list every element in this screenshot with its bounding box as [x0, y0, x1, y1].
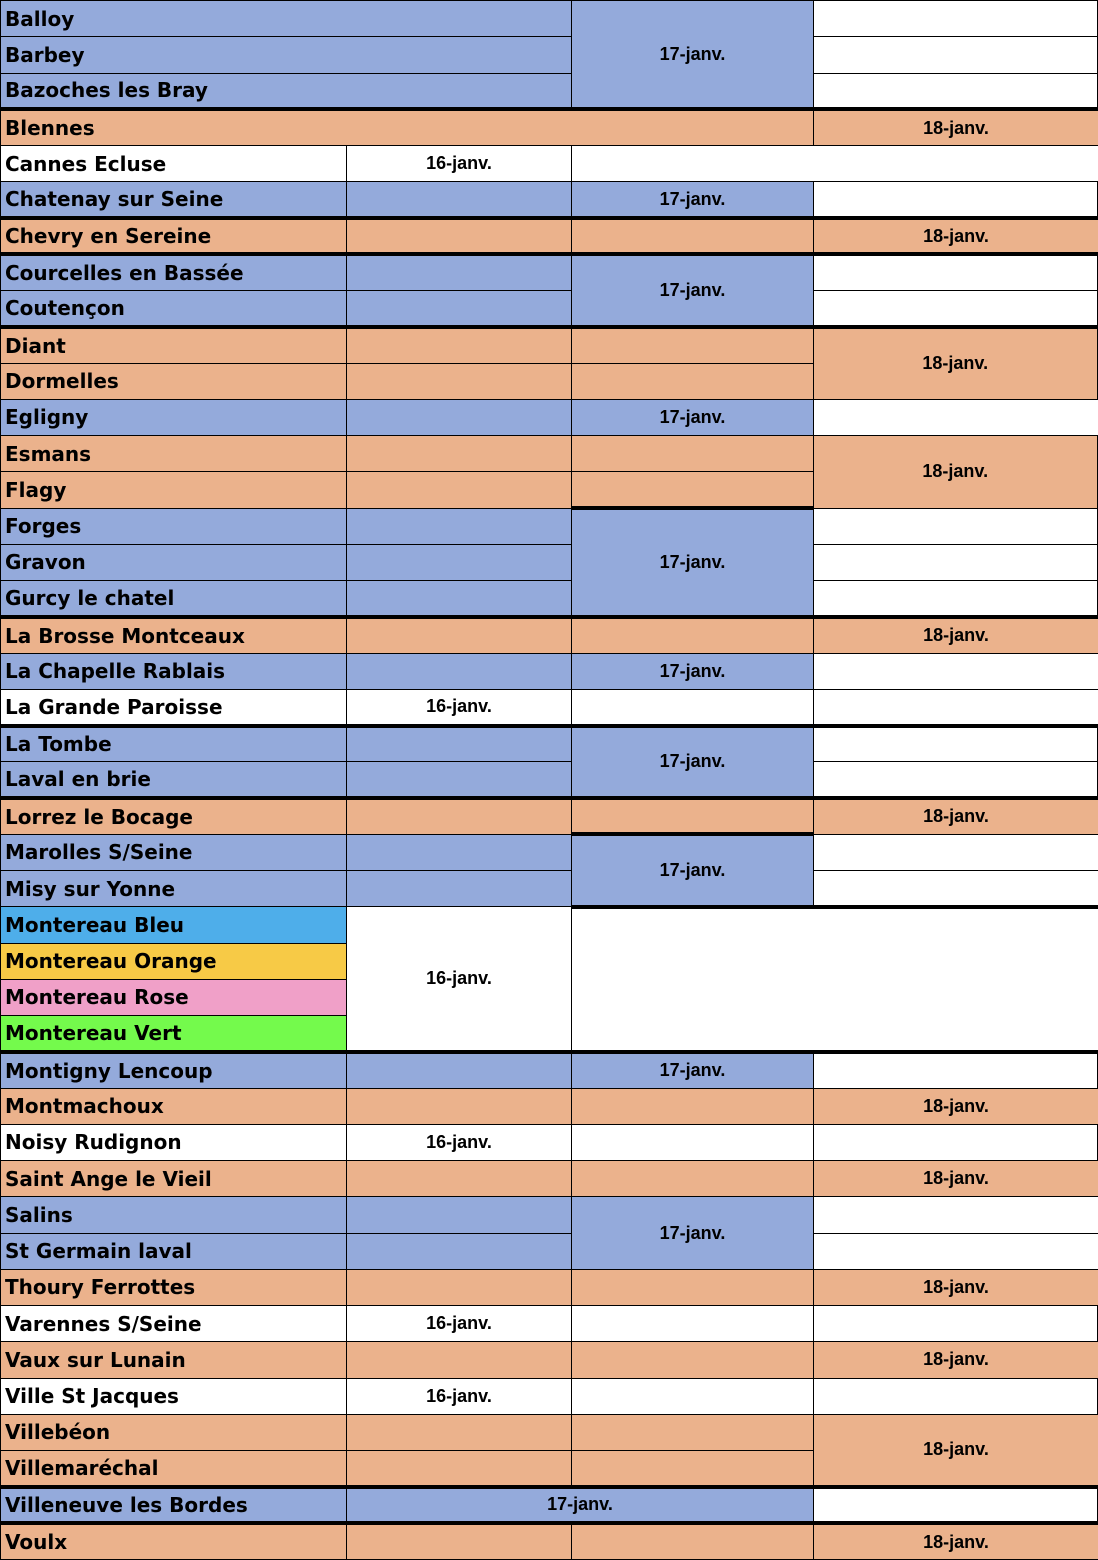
commune-name[interactable]: Coutençon: [1, 291, 347, 327]
date-cell[interactable]: [347, 871, 572, 907]
table-row: [1, 1197, 1098, 1233]
date-cell[interactable]: [347, 218, 572, 254]
commune-name[interactable]: La Tombe: [1, 726, 347, 762]
commune-name[interactable]: La Brosse Montceaux: [1, 617, 347, 653]
table-row: [1, 762, 1098, 798]
commune-name[interactable]: Montmachoux: [1, 1088, 347, 1124]
commune-name[interactable]: Montereau Rose: [1, 979, 347, 1015]
table-row: [1, 73, 1098, 109]
commune-name[interactable]: Villebéon: [1, 1414, 347, 1450]
date-cell[interactable]: [572, 218, 814, 254]
table-row: [1, 1306, 1098, 1342]
date-cell[interactable]: 18-janv.: [814, 1414, 1098, 1487]
date-cell[interactable]: 17-janv.: [572, 1197, 814, 1270]
date-cell[interactable]: [572, 436, 814, 472]
commune-name[interactable]: Montereau Vert: [1, 1016, 347, 1052]
date-cell[interactable]: [347, 762, 572, 798]
date-cell[interactable]: [572, 146, 1098, 182]
date-cell[interactable]: [814, 1052, 1098, 1088]
date-cell[interactable]: [347, 508, 572, 544]
table-row: [1, 218, 1098, 254]
date-cell[interactable]: 18-janv.: [814, 109, 1098, 145]
table-row: [1, 37, 1098, 73]
date-cell[interactable]: [347, 436, 572, 472]
table-row: [1, 436, 1098, 472]
commune-name[interactable]: Balloy: [1, 1, 572, 37]
date-cell[interactable]: [347, 1197, 572, 1233]
date-cell[interactable]: [814, 581, 1098, 617]
date-cell[interactable]: [572, 1451, 814, 1487]
table-row: [1, 1161, 1098, 1197]
date-cell[interactable]: 18-janv.: [814, 218, 1098, 254]
date-cell[interactable]: [347, 1088, 572, 1124]
commune-name[interactable]: Ville St Jacques: [1, 1378, 347, 1414]
date-cell[interactable]: [347, 726, 572, 762]
table-row: [1, 1342, 1098, 1378]
date-cell[interactable]: [347, 617, 572, 653]
commune-name[interactable]: Egligny: [1, 399, 347, 435]
date-cell[interactable]: [572, 1378, 814, 1414]
date-cell[interactable]: 16-janv.: [347, 146, 572, 182]
commune-name[interactable]: Salins: [1, 1197, 347, 1233]
date-cell[interactable]: [347, 1414, 572, 1450]
date-cell[interactable]: 18-janv.: [814, 1161, 1098, 1197]
date-cell[interactable]: [347, 1269, 572, 1305]
date-cell[interactable]: [814, 1378, 1098, 1414]
date-cell[interactable]: [814, 1124, 1098, 1160]
date-cell[interactable]: [347, 1523, 572, 1560]
date-cell[interactable]: [814, 254, 1098, 290]
date-cell[interactable]: [347, 327, 572, 363]
commune-name[interactable]: La Grande Paroisse: [1, 689, 347, 725]
date-cell[interactable]: [814, 1487, 1098, 1523]
date-cell[interactable]: [814, 726, 1098, 762]
table-row: [1, 1414, 1098, 1450]
commune-name[interactable]: Gurcy le chatel: [1, 581, 347, 617]
commune-name[interactable]: Vaux sur Lunain: [1, 1342, 347, 1378]
table-row: [1, 327, 1098, 363]
date-cell[interactable]: 17-janv.: [572, 508, 814, 617]
table-row: [1, 399, 1098, 435]
date-cell[interactable]: 16-janv.: [347, 1124, 572, 1160]
date-cell[interactable]: 17-janv.: [572, 1052, 814, 1088]
commune-name[interactable]: Chatenay sur Seine: [1, 182, 347, 218]
commune-name[interactable]: Cannes Ecluse: [1, 146, 347, 182]
date-cell[interactable]: 18-janv.: [814, 1523, 1098, 1560]
table-row: [1, 1378, 1098, 1414]
date-cell[interactable]: [572, 1269, 814, 1305]
table-row: [1, 1052, 1098, 1088]
commune-name[interactable]: Barbey: [1, 37, 572, 73]
table-row: [1, 1, 1098, 37]
date-cell[interactable]: [572, 472, 814, 508]
date-cell[interactable]: [814, 1306, 1098, 1342]
date-cell[interactable]: 18-janv.: [814, 798, 1098, 834]
date-cell[interactable]: 18-janv.: [814, 436, 1098, 509]
table-row: [1, 907, 1098, 943]
table-row: [1, 653, 1098, 689]
commune-name[interactable]: Noisy Rudignon: [1, 1124, 347, 1160]
date-cell[interactable]: 18-janv.: [814, 1342, 1098, 1378]
commune-name[interactable]: Esmans: [1, 436, 347, 472]
commune-name[interactable]: Courcelles en Bassée: [1, 254, 347, 290]
date-cell[interactable]: 18-janv.: [814, 617, 1098, 653]
table-row: [1, 798, 1098, 834]
commune-name[interactable]: Flagy: [1, 472, 347, 508]
commune-name[interactable]: Voulx: [1, 1523, 347, 1560]
date-cell[interactable]: 17-janv.: [572, 182, 814, 218]
date-cell[interactable]: [572, 1161, 814, 1197]
commune-name[interactable]: St Germain laval: [1, 1233, 347, 1269]
table-row: [1, 544, 1098, 580]
date-cell[interactable]: [814, 871, 1098, 907]
commune-name[interactable]: Forges: [1, 508, 347, 544]
commune-name[interactable]: Blennes: [1, 109, 814, 145]
date-cell[interactable]: 16-janv.: [347, 1378, 572, 1414]
date-cell[interactable]: [572, 1124, 814, 1160]
date-cell[interactable]: [347, 1052, 572, 1088]
table-row: [1, 508, 1098, 544]
commune-name[interactable]: Thoury Ferrottes: [1, 1269, 347, 1305]
date-cell[interactable]: [347, 1161, 572, 1197]
date-cell[interactable]: 17-janv.: [572, 1, 814, 110]
commune-name[interactable]: Bazoches les Bray: [1, 73, 572, 109]
date-cell[interactable]: [347, 291, 572, 327]
date-cell[interactable]: 17-janv.: [572, 254, 814, 327]
table-row: [1, 109, 1098, 145]
table-row: [1, 834, 1098, 870]
commune-name[interactable]: Dormelles: [1, 363, 347, 399]
date-cell[interactable]: [814, 653, 1098, 689]
date-cell[interactable]: [347, 363, 572, 399]
commune-name[interactable]: Diant: [1, 327, 347, 363]
date-cell[interactable]: [347, 1233, 572, 1269]
commune-name[interactable]: Montereau Orange: [1, 943, 347, 979]
table-row: [1, 1088, 1098, 1124]
date-cell[interactable]: 18-janv.: [814, 327, 1098, 400]
date-cell[interactable]: [572, 363, 814, 399]
date-cell[interactable]: [347, 653, 572, 689]
date-cell[interactable]: [572, 1523, 814, 1560]
date-cell[interactable]: [814, 1197, 1098, 1233]
date-cell[interactable]: [572, 1414, 814, 1450]
date-cell[interactable]: [347, 834, 572, 870]
date-cell[interactable]: 17-janv.: [572, 726, 814, 799]
date-cell[interactable]: [814, 182, 1098, 218]
date-cell[interactable]: 17-janv.: [347, 1487, 814, 1523]
date-cell[interactable]: [814, 1233, 1098, 1269]
date-cell[interactable]: [347, 182, 572, 218]
date-cell[interactable]: [347, 1451, 572, 1487]
date-cell[interactable]: [572, 617, 814, 653]
table-row: [1, 182, 1098, 218]
date-cell[interactable]: [814, 544, 1098, 580]
commune-name[interactable]: Marolles S/Seine: [1, 834, 347, 870]
table-row: [1, 689, 1098, 725]
date-cell[interactable]: [814, 37, 1098, 73]
table-row: [1, 1124, 1098, 1160]
date-cell[interactable]: 17-janv.: [572, 399, 814, 435]
date-cell[interactable]: [347, 472, 572, 508]
date-cell[interactable]: [814, 73, 1098, 109]
date-cell[interactable]: 16-janv.: [347, 689, 572, 725]
date-cell[interactable]: [814, 834, 1098, 870]
date-cell[interactable]: [347, 581, 572, 617]
date-cell[interactable]: 17-janv.: [572, 653, 814, 689]
table-row: [1, 871, 1098, 907]
date-cell[interactable]: [814, 689, 1098, 725]
commune-name[interactable]: La Chapelle Rablais: [1, 653, 347, 689]
commune-name[interactable]: Varennes S/Seine: [1, 1306, 347, 1342]
commune-name[interactable]: Gravon: [1, 544, 347, 580]
date-cell[interactable]: [347, 254, 572, 290]
commune-name[interactable]: Saint Ange le Vieil: [1, 1161, 347, 1197]
table-row: [1, 617, 1098, 653]
table-row: [1, 1233, 1098, 1269]
date-cell[interactable]: [814, 291, 1098, 327]
date-cell[interactable]: [572, 1088, 814, 1124]
date-cell[interactable]: [814, 399, 1098, 435]
date-cell[interactable]: 16-janv.: [347, 907, 572, 1052]
date-cell[interactable]: [347, 544, 572, 580]
date-cell[interactable]: [814, 508, 1098, 544]
commune-name[interactable]: Villemaréchal: [1, 1451, 347, 1487]
date-cell[interactable]: [572, 689, 814, 725]
commune-name[interactable]: Lorrez le Bocage: [1, 798, 347, 834]
commune-name[interactable]: Montigny Lencoup: [1, 1052, 347, 1088]
date-cell[interactable]: [814, 762, 1098, 798]
date-cell[interactable]: [347, 1342, 572, 1378]
date-cell[interactable]: [572, 1306, 814, 1342]
commune-name[interactable]: Misy sur Yonne: [1, 871, 347, 907]
date-cell[interactable]: 16-janv.: [347, 1306, 572, 1342]
date-cell[interactable]: [347, 399, 572, 435]
date-cell[interactable]: [572, 1342, 814, 1378]
date-cell[interactable]: [347, 798, 572, 834]
commune-name[interactable]: Montereau Bleu: [1, 907, 347, 943]
table-row: [1, 1523, 1098, 1560]
date-cell[interactable]: [572, 327, 814, 363]
table-row: [1, 1269, 1098, 1305]
date-cell[interactable]: [572, 798, 814, 834]
date-cell[interactable]: 18-janv.: [814, 1269, 1098, 1305]
date-cell[interactable]: [814, 1, 1098, 37]
date-cell[interactable]: 17-janv.: [572, 834, 814, 907]
table-row: [1, 291, 1098, 327]
date-cell[interactable]: [572, 907, 1098, 1052]
commune-name[interactable]: Chevry en Sereine: [1, 218, 347, 254]
date-cell[interactable]: 18-janv.: [814, 1088, 1098, 1124]
table-row: [1, 1487, 1098, 1523]
commune-name[interactable]: Villeneuve les Bordes: [1, 1487, 347, 1523]
commune-name[interactable]: Laval en brie: [1, 762, 347, 798]
table-row: [1, 581, 1098, 617]
table-row: [1, 146, 1098, 182]
table-row: [1, 726, 1098, 762]
table-row: [1, 254, 1098, 290]
